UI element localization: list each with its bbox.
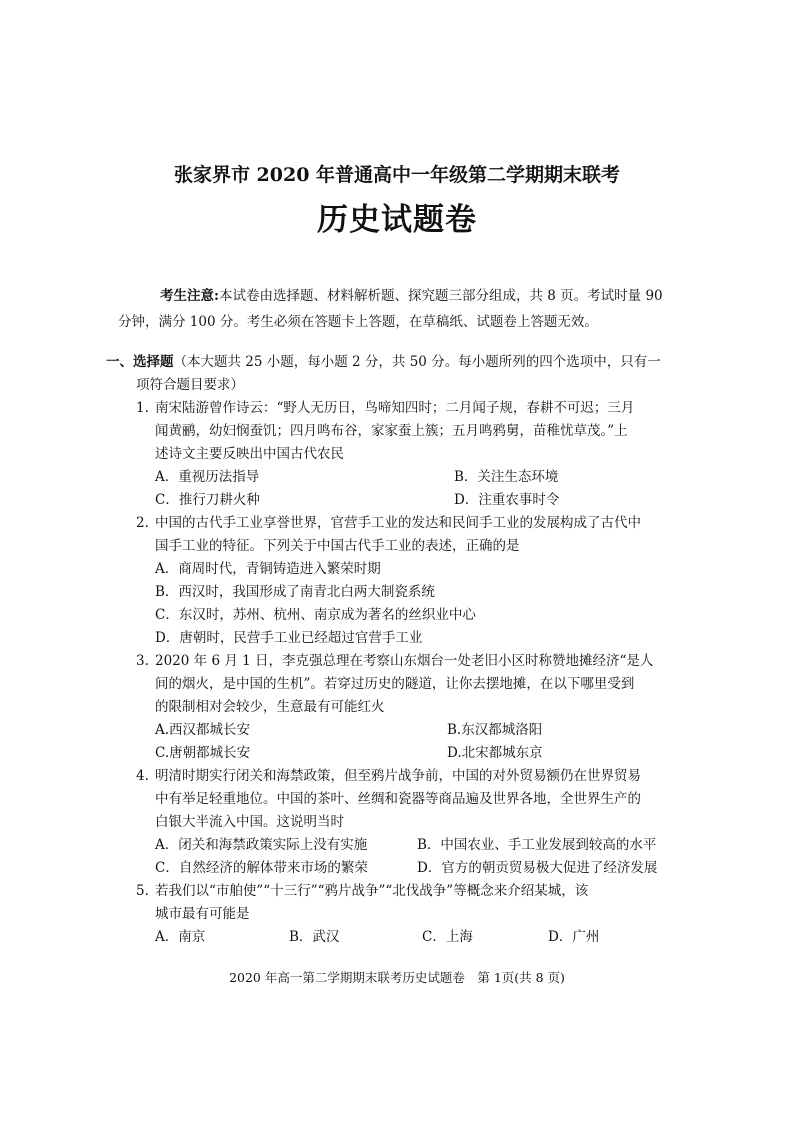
option-a: A．商周时代，青铜铸造进入繁荣时期	[155, 561, 381, 577]
question-stem-line: 国手工业的特征。下列关于中国古代手工业的表述，正确的是	[155, 538, 520, 554]
question-number: 5.	[136, 883, 149, 899]
option-b: B．中国农业、手工业发展到较高的水平	[417, 837, 657, 853]
question-stem-line: 若我们以“市舶使”“十三行”“鸦片战争”“北伐战争”等概念来介绍某城，该	[155, 883, 589, 899]
question-number: 2.	[136, 515, 149, 531]
option-c: C．上海	[422, 929, 473, 945]
question-stem-line: 中国的古代手工业享誉世界，官营手工业的发达和民间手工业的发展构成了古代中	[155, 515, 641, 531]
notice-line-2: 分钟，满分 100 分。考生必须在答题卡上答题，在草稿纸、试题卷上答题无效。	[118, 314, 598, 330]
question-stem-line: 间的烟火，是中国的生机”。若穿过历史的隧道，让你去摆地摊，在以下哪里受到	[155, 676, 635, 692]
option-a: A．闭关和海禁政策实际上没有实施	[155, 837, 368, 853]
option-d: D．唐朝时，民营手工业已经超过官营手工业	[155, 630, 423, 646]
option-c: C．东汉时，苏州、杭州、南京成为著名的丝织业中心	[155, 607, 476, 623]
section-description: 项符合题目要求）	[136, 377, 244, 393]
exam-notice	[118, 283, 694, 335]
question-stem-line: 述诗文主要反映出中国古代农民	[155, 446, 344, 462]
option-d: D.北宋都城东京	[447, 745, 543, 761]
option-b: B．关注生态环境	[454, 469, 559, 485]
question-stem-line: 城市最有可能是	[155, 906, 250, 922]
question-stem-line: 的限制相对会较少，生意最有可能红火	[155, 699, 385, 715]
option-b: B.东汉都城洛阳	[447, 722, 543, 738]
question-number: 1.	[136, 400, 149, 416]
exam-title: 张家界市 2020 年普通高中一年级第二学期期末联考	[173, 164, 621, 186]
question-stem-line: 明清时期实行闭关和海禁政策，但至鸦片战争前，中国的对外贸易额仍在世界贸易	[155, 768, 641, 784]
option-d: D．官方的朝贡贸易极大促进了经济发展	[417, 860, 658, 876]
question-stem-line: 南宋陆游曾作诗云：“野人无历日，鸟啼知四时；二月闻子规，春耕不可迟；三月	[155, 400, 635, 416]
question-stem-line: 闻黄鹂，幼妇悯蚕饥；四月鸣布谷，家家蚕上簇；五月鸣鸦舅，苗稚忧草茂。”上	[155, 423, 628, 439]
option-c: C．自然经济的解体带来市场的繁荣	[155, 860, 368, 876]
subject-title: 历史试题卷	[317, 202, 477, 238]
option-b: B．武汉	[289, 929, 340, 945]
notice-label: 考生注意:	[160, 288, 219, 304]
option-c: C．推行刀耕火种	[155, 492, 260, 508]
notice-line-1: 本试卷由选择题、材料解析题、探究题三部分组成，共 8 页。考试时量 90	[218, 288, 663, 304]
question-stem-line: 中有举足轻重地位。中国的茶叶、丝绸和瓷器等商品遍及世界各地，全世界生产的	[155, 791, 641, 807]
option-b: B．西汉时，我国形成了南青北白两大制瓷系统	[155, 584, 435, 600]
question-stem-line: 2020 年 6 月 1 日，李克强总理在考察山东烟台一处老旧小区时称赞地摊经济“是人	[155, 653, 654, 669]
option-d: D．广州	[548, 929, 600, 945]
question-number: 4.	[136, 768, 149, 784]
option-a: A.西汉都城长安	[155, 722, 251, 738]
section-heading: 一、选择题（本大题共 25 小题，每小题 2 分，共 50 分。每小题所列的四个选项中，只有一	[106, 354, 661, 370]
option-a: A．重视历法指导	[155, 469, 260, 485]
page-footer: 2020 年高一第二学期期末联考历史试题卷 第 1页(共 8 页)	[229, 970, 565, 985]
option-c: C.唐朝都城长安	[155, 745, 251, 761]
question-stem-line: 白银大半流入中国。这说明当时	[155, 814, 344, 830]
option-d: D．注重农事时令	[454, 492, 560, 508]
question-number: 3.	[136, 653, 149, 669]
option-a: A．南京	[155, 929, 206, 945]
